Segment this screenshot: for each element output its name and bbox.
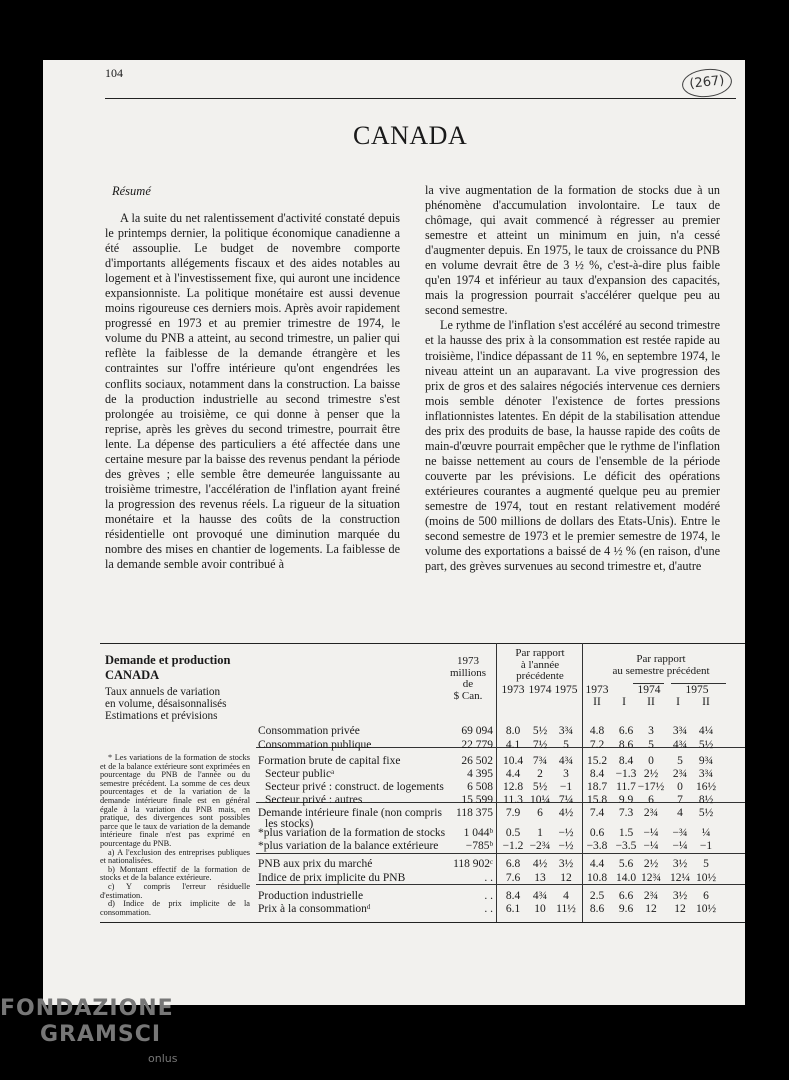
cell-1973-value: . .	[484, 890, 493, 902]
cell-1973-value: . .	[484, 872, 493, 884]
cell-annual-change: 4½	[558, 807, 574, 819]
sem-year-1973: 1973	[585, 684, 609, 696]
cell-semester-change: 14.0	[615, 872, 637, 884]
cell-semester-change: 16½	[695, 781, 717, 793]
cell-annual-change: 7.6	[505, 872, 521, 884]
cell-semester-change: −3.5	[615, 840, 637, 852]
row-label: Production industrielle	[258, 890, 364, 902]
cell-annual-change: −1.2	[502, 840, 524, 852]
cell-annual-change: 13	[534, 872, 546, 884]
cell-semester-change: 7.2	[589, 739, 605, 751]
cell-annual-change: 4¾	[558, 755, 574, 767]
table-footnotes	[100, 754, 250, 917]
cell-semester-change: 12¼	[669, 872, 691, 884]
row-label-continued: les stocks)	[265, 818, 314, 830]
cell-semester-change: 6.6	[618, 725, 634, 737]
cell-1973-value: 4 395	[467, 768, 493, 780]
cell-semester-change: 5	[648, 739, 654, 751]
row-label: *plus variation de la formation de stocks	[258, 827, 446, 839]
table-subtitle-3: Estimations et prévisions	[105, 710, 218, 722]
cell-annual-change: 0.5	[505, 827, 521, 839]
cell-1973-value: 1 044ᵇ	[463, 827, 493, 839]
cell-1973-value: −785ᵇ	[465, 840, 493, 852]
row-label: Consommation privée	[258, 725, 360, 737]
row-label: Demande intérieure finale (non compris	[258, 807, 442, 819]
row-label: Secteur privé : autres	[265, 794, 363, 806]
cell-semester-change: 5.6	[618, 858, 634, 870]
cell-annual-change: 4¾	[532, 890, 548, 902]
cell-annual-change: 3¾	[558, 725, 574, 737]
cell-semester-change: ¼	[701, 827, 711, 839]
cell-1973-value: 118 902ᶜ	[453, 858, 493, 870]
cell-annual-change: 8.0	[505, 725, 521, 737]
archive-stamp: (267)	[681, 66, 734, 99]
table-bottom-rule	[100, 922, 745, 923]
col-header-semester: Par rapport au semestre précédent	[612, 653, 710, 677]
cell-semester-change: 6	[648, 794, 654, 806]
cell-semester-change: 7	[677, 794, 683, 806]
cell-semester-change: 18.7	[586, 781, 608, 793]
left-paragraph: A la suite du net ralentissement d'activité constaté depuis le printemps dernier, la politique économique canadienne a été assouplie. Le budget de novembre comporte d'importants allégements fiscaux et des aides notables au logement et à l'investissement fixe, qui auront une incidence expansionniste. La politique monétaire est aussi devenue moins rigoureuse ces derniers mois. Après avoir rapidement progressé en 1973 et au premier trimestre de 1974, le volume du PNB a atteint, au second trimestre, un palier qui reflète la faiblesse de la demande étrangère et les contraintes sur l'offre intérieure qu'ont engendrées les conflits sociaux, notamment dans la construction. La baisse de la production industrielle au second trimestre s'est prolongée au troisième, ce qui donne à penser que la reprise, après les grèves du second trimestre, pourrait être lente. La dépense des particuliers a été affectée dans une certaine mesure par la baisse des revenus pendant la période des grèves ; elle semble être demeurée languissante au troisième trimestre, l'accélération de l'inflation ayant freiné la progression des revenus réels. La rigueur de la situation monétaire et la hausse des coûts de la construction résidentielle ont provoqué une diminution marquée du nombre des mises en chantier de logements. La faiblesse de la demande semble avoir contribué à	[105, 211, 400, 572]
cell-annual-change: −½	[558, 827, 574, 839]
cell-semester-change: 3½	[672, 858, 688, 870]
table-top-rule	[100, 643, 745, 644]
watermark-line-3: onlus	[148, 1052, 178, 1065]
cell-annual-change: 6.1	[505, 903, 521, 915]
row-label: *plus variation de la balance extérieure	[258, 840, 439, 852]
cell-annual-change: −2¾	[529, 840, 551, 852]
cell-semester-change: 5½	[698, 807, 714, 819]
row-label: Prix à la consommationᵈ	[258, 903, 371, 915]
cell-annual-change: −1	[559, 781, 573, 793]
table-subtitle-2: en volume, désaisonnalisés	[105, 698, 227, 710]
footnote-c: c) Y compris l'erreur résiduelle d'estimation.	[100, 881, 250, 900]
cell-annual-change: 4½	[532, 858, 548, 870]
page-number: 104	[105, 66, 123, 80]
row-label: Consommation publique	[258, 739, 372, 751]
cell-semester-change: 9.6	[618, 903, 634, 915]
cell-semester-change: 2¾	[643, 890, 659, 902]
header-rule	[105, 98, 736, 99]
cell-annual-change: 12	[560, 872, 572, 884]
right-paragraph-2: Le rythme de l'inflation s'est accéléré au second trimestre et la hausse des prix à la consommation est restée rapide au troisième, l'indice dépassant de 11 %, en septembre 1974, le niveau atteint un an auparavant. La vive progression des prix de gros et des salaires négociés intervenue ces derniers mois semble dénoter l'existence de fortes pressions inflationnistes latentes. En dépit de la stabilisation attendue des prix des produits de base, la hausse rapide des coûts de main-d'œuvre pourrait empêcher que le rythme de l'inflation ne baisse nettement au cours de l'ensemble de la période couverte par les prévisions. Le déficit des opérations extérieures courantes a augmenté quelque peu au premier semestre de 1974, tout en restant relativement modéré (moins de 500 millions de dollars des Etats-Unis). Entre le second semestre de 1973 et le premier semestre de 1974, le volume des exportations a baissé de 4 ½ % (en raison, d'une part, des grèves survenues au second trimestre et, d'autre	[425, 318, 720, 574]
cell-semester-change: 12	[674, 903, 686, 915]
cell-semester-change: 3	[648, 725, 654, 737]
row-label: Secteur privé : construct. de logements	[265, 781, 444, 793]
document-page	[43, 60, 745, 1005]
cell-semester-change: 4	[677, 807, 683, 819]
row-label: Secteur publicᵃ	[265, 768, 335, 780]
cell-annual-change: 2	[537, 768, 543, 780]
cell-semester-change: 15.2	[586, 755, 608, 767]
col-header-1973-value: 1973 millions de $ Can.	[449, 655, 487, 702]
cell-semester-change: −¾	[672, 827, 688, 839]
cell-semester-change: 3¾	[698, 768, 714, 780]
cell-semester-change: 9.9	[618, 794, 634, 806]
year-1974: 1974	[528, 684, 552, 696]
year-1975: 1975	[554, 684, 578, 696]
cell-semester-change: 12¾	[640, 872, 662, 884]
cell-1973-value: 6 508	[467, 781, 493, 793]
cell-annual-change: 4.4	[505, 768, 521, 780]
cell-semester-change: 4.4	[589, 858, 605, 870]
cell-annual-change: 10¼	[529, 794, 551, 806]
cell-annual-change: −½	[558, 840, 574, 852]
cell-1973-value: 26 502	[461, 755, 493, 767]
cell-semester-change: 6.6	[618, 890, 634, 902]
cell-1973-value: 22 779	[461, 739, 493, 751]
watermark-line-1: FONDAZIONE	[0, 996, 174, 1021]
footnote-b: b) Montant effectif de la formation de stocks et de la balance extérieure.	[100, 864, 250, 883]
resume-heading: Résumé	[112, 184, 151, 198]
cell-semester-change: 7.3	[618, 807, 634, 819]
cell-semester-change: 0.6	[589, 827, 605, 839]
cell-1973-value: 118 375	[456, 807, 493, 819]
col-header-annual: Par rapport à l'année précédente	[515, 647, 565, 682]
cell-semester-change: 0	[677, 781, 683, 793]
row-separator	[256, 884, 745, 885]
row-label: Formation brute de capital fixe	[258, 755, 401, 767]
cell-annual-change: 4	[563, 890, 569, 902]
cell-semester-change: 8.6	[618, 739, 634, 751]
cell-annual-change: 5½	[532, 725, 548, 737]
row-label: Indice de prix implicite du PNB	[258, 872, 406, 884]
cell-semester-change: 2¾	[643, 807, 659, 819]
cell-semester-change: −¼	[672, 840, 688, 852]
cell-annual-change: 8.4	[505, 890, 521, 902]
cell-semester-change: 10½	[695, 903, 717, 915]
page-title: CANADA	[353, 121, 468, 150]
half-1973-II: II	[593, 696, 601, 708]
year-1973: 1973	[501, 684, 525, 696]
cell-annual-change: 7¼	[558, 794, 574, 806]
cell-annual-change: 6	[537, 807, 543, 819]
half-1974-II: II	[647, 696, 655, 708]
cell-annual-change: 3½	[558, 858, 574, 870]
cell-semester-change: 7.4	[589, 807, 605, 819]
cell-semester-change: 3¾	[672, 725, 688, 737]
cell-semester-change: −1.3	[615, 768, 637, 780]
cell-annual-change: 5½	[532, 781, 548, 793]
cell-semester-change: −1	[699, 840, 713, 852]
cell-semester-change: 2½	[643, 858, 659, 870]
right-column	[425, 183, 720, 574]
cell-annual-change: 3	[563, 768, 569, 780]
half-1974-I: I	[622, 696, 626, 708]
cell-semester-change: 12	[645, 903, 657, 915]
cell-annual-change: 11½	[556, 903, 576, 915]
cell-annual-change: 10.4	[502, 755, 524, 767]
row-separator	[256, 853, 745, 854]
cell-semester-change: 15.8	[586, 794, 608, 806]
cell-annual-change: 10	[534, 903, 546, 915]
cell-semester-change: −¼	[643, 840, 659, 852]
cell-semester-change: 1.5	[618, 827, 634, 839]
cell-annual-change: 7.9	[505, 807, 521, 819]
cell-semester-change: 8½	[698, 794, 714, 806]
cell-semester-change: 5½	[698, 739, 714, 751]
left-column	[105, 211, 400, 572]
footnote-star: * Les variations de la formation de stocks et de la balance extérieure sont exprimées en pourcentage du PNB de l'année ou du semestre précédent. La somme de ces deux pourcentages et de la variation de la demande intérieure finale est en général égale à la variation du PNB mais, en pratique, des divergences sont possibles parce que le taux de variation de la demande intérieure finale n'est pas exprimé en pourcentage du PNB.	[100, 753, 250, 848]
table-title-block	[105, 653, 230, 722]
cell-semester-change: 4.8	[589, 725, 605, 737]
half-1975-II: II	[702, 696, 710, 708]
cell-semester-change: 8.4	[589, 768, 605, 780]
cell-semester-change: 3½	[672, 890, 688, 902]
cell-semester-change: 10.8	[586, 872, 608, 884]
sem-year-1975: 1975	[685, 684, 709, 696]
watermark-line-2: GRAMSCI	[40, 1022, 162, 1047]
col-divider-1	[496, 643, 497, 922]
right-paragraph-1: la vive augmentation de la formation de stocks due à un phénomène d'accumulation involontaire. Le taux de chômage, qui avait commencé à régresser au premier semestre et atteint un minimum en juin, n'a cessé d'augmenter depuis. En 1975, le taux de croissance du PNB en volume devrait être de 3 ½ %, c'est-à-dire plus faible qu'en 1974 et inférieur au taux d'expansion des capacités, mais la progression pourrait s'accélérer quelque peu au second semestre.	[425, 183, 720, 318]
table-title: Demande et production	[105, 653, 231, 667]
row-label: PNB aux prix du marché	[258, 858, 373, 870]
sem-year-1974: 1974	[637, 684, 661, 696]
cell-semester-change: 9¾	[698, 755, 714, 767]
cell-annual-change: 7¾	[532, 755, 548, 767]
half-1975-I: I	[676, 696, 680, 708]
cell-annual-change: 6.8	[505, 858, 521, 870]
table-subtitle-1: Taux annuels de variation	[105, 686, 221, 698]
cell-annual-change: 11.3	[503, 794, 523, 806]
cell-semester-change: 4¾	[672, 739, 688, 751]
cell-semester-change: 2¾	[672, 768, 688, 780]
footnote-d: d) Indice de prix implicite de la consommation.	[100, 899, 250, 917]
cell-semester-change: 8.4	[618, 755, 634, 767]
cell-annual-change: 5	[563, 739, 569, 751]
cell-annual-change: 12.8	[502, 781, 524, 793]
cell-semester-change: 8.6	[589, 903, 605, 915]
cell-semester-change: −3.8	[586, 840, 608, 852]
cell-semester-change: 5	[677, 755, 683, 767]
cell-semester-change: 0	[648, 755, 654, 767]
cell-semester-change: 10½	[695, 872, 717, 884]
cell-semester-change: 4¼	[698, 725, 714, 737]
cell-semester-change: −¼	[643, 827, 659, 839]
cell-semester-change: 6	[703, 890, 709, 902]
footnote-a: a) A l'exclusion des entreprises publiques et nationalisées.	[100, 847, 250, 866]
cell-annual-change: 7½	[532, 739, 548, 751]
table-country: CANADA	[105, 668, 160, 682]
cell-semester-change: 2.5	[589, 890, 605, 902]
cell-semester-change: 11.7	[616, 781, 636, 793]
cell-annual-change: 1	[537, 827, 543, 839]
cell-1973-value: 69 094	[461, 725, 493, 737]
cell-semester-change: −17½	[637, 781, 665, 793]
cell-semester-change: 5	[703, 858, 709, 870]
cell-semester-change: 2½	[643, 768, 659, 780]
cell-1973-value: 15 599	[461, 794, 493, 806]
cell-annual-change: 4.1	[505, 739, 521, 751]
cell-1973-value: . .	[484, 903, 493, 915]
